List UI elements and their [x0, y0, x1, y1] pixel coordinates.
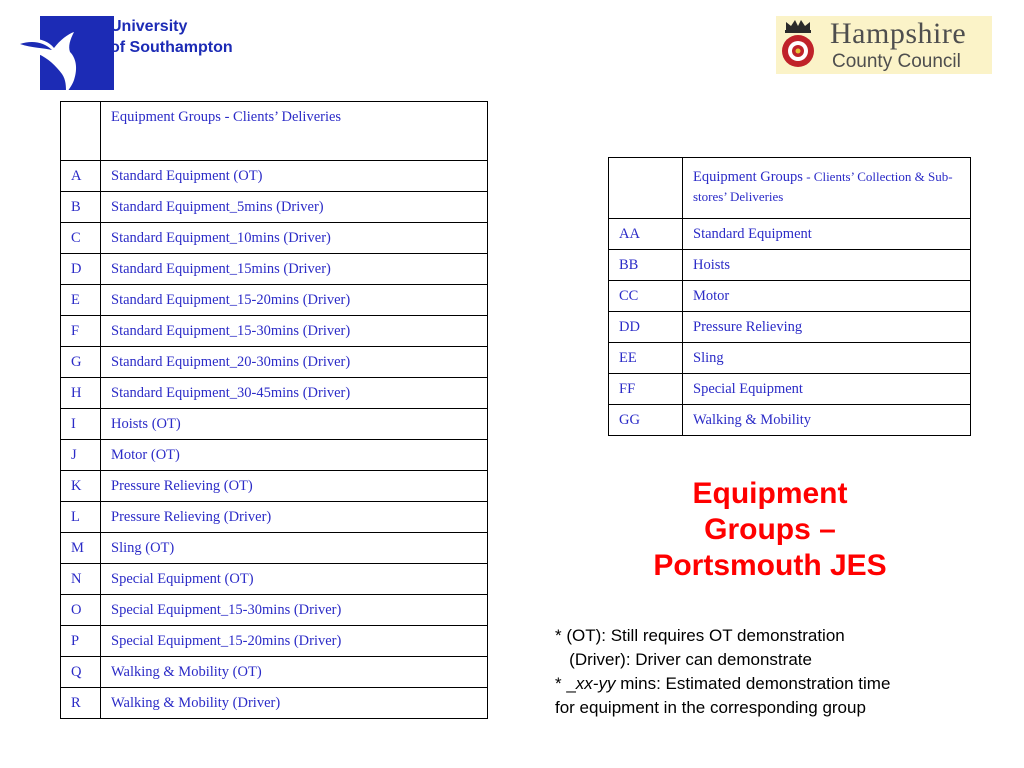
table-row — [61, 626, 488, 657]
table-header-main: Equipment Groups — [693, 169, 803, 185]
table-row — [61, 409, 488, 440]
group-code: D — [61, 254, 101, 285]
group-label: Standard Equipment_15-20mins (Driver) — [101, 285, 488, 316]
group-label: Motor (OT) — [101, 440, 488, 471]
table-row — [61, 254, 488, 285]
group-code: EE — [609, 343, 683, 374]
university-name-line1: University — [110, 18, 188, 35]
group-code: L — [61, 502, 101, 533]
group-label: Standard Equipment_10mins (Driver) — [101, 223, 488, 254]
council-name-line2: County Council — [832, 51, 961, 72]
table-row — [61, 688, 488, 719]
group-label: Walking & Mobility (Driver) — [101, 688, 488, 719]
group-label: Standard Equipment_15-30mins (Driver) — [101, 316, 488, 347]
group-label: Pressure Relieving — [683, 312, 971, 343]
table-header-row — [61, 102, 488, 161]
group-code: P — [61, 626, 101, 657]
group-label: Special Equipment — [683, 374, 971, 405]
table-row — [61, 502, 488, 533]
table-header-row — [609, 158, 971, 219]
university-logo — [16, 16, 266, 96]
group-code: B — [61, 192, 101, 223]
table-row — [609, 312, 971, 343]
group-code: C — [61, 223, 101, 254]
table-row — [609, 250, 971, 281]
table-row — [61, 378, 488, 409]
group-code: H — [61, 378, 101, 409]
table-row — [61, 347, 488, 378]
table-header-sub: - Clients’ Collection & Sub-stores’ Deliveries — [693, 169, 953, 204]
group-code: Q — [61, 657, 101, 688]
table-row — [61, 223, 488, 254]
page-title-line2: Groups – — [704, 513, 836, 546]
university-name — [110, 16, 233, 58]
group-label: Special Equipment (OT) — [101, 564, 488, 595]
group-label: Hoists (OT) — [101, 409, 488, 440]
table-row — [61, 285, 488, 316]
group-code: K — [61, 471, 101, 502]
group-label: Motor — [683, 281, 971, 312]
clients-deliveries-table — [60, 101, 488, 719]
group-label: Special Equipment_15-20mins (Driver) — [101, 626, 488, 657]
group-label: Sling — [683, 343, 971, 374]
page-title-line3: Portsmouth JES — [653, 549, 887, 582]
group-label: Special Equipment_15-30mins (Driver) — [101, 595, 488, 626]
footnotes — [555, 624, 985, 720]
table-row — [61, 440, 488, 471]
group-code: BB — [609, 250, 683, 281]
table-row — [609, 281, 971, 312]
group-code: GG — [609, 405, 683, 436]
table-row — [609, 374, 971, 405]
table-row — [61, 316, 488, 347]
group-label: Sling (OT) — [101, 533, 488, 564]
table-row — [609, 405, 971, 436]
group-label: Standard Equipment_20-30mins (Driver) — [101, 347, 488, 378]
group-code: M — [61, 533, 101, 564]
group-code: R — [61, 688, 101, 719]
footnote-time — [555, 672, 985, 696]
group-label: Standard Equipment_30-45mins (Driver) — [101, 378, 488, 409]
group-code: AA — [609, 219, 683, 250]
page-title-line1: Equipment — [692, 477, 848, 510]
table-header-cell — [683, 158, 971, 219]
group-label: Standard Equipment_5mins (Driver) — [101, 192, 488, 223]
group-label: Pressure Relieving (OT) — [101, 471, 488, 502]
footnote-group: for equipment in the corresponding group — [555, 698, 866, 717]
footnote-driver: (Driver): Driver can demonstrate — [555, 650, 812, 669]
table-row — [61, 657, 488, 688]
group-label: Walking & Mobility (OT) — [101, 657, 488, 688]
footnote-time-prefix: * _ — [555, 674, 576, 693]
table-header-code-cell — [61, 102, 101, 161]
table-row — [61, 533, 488, 564]
page-title — [600, 476, 940, 584]
table-row — [61, 161, 488, 192]
university-name-line2: of Southampton — [110, 39, 233, 56]
group-label: Standard Equipment (OT) — [101, 161, 488, 192]
group-code: N — [61, 564, 101, 595]
group-label: Pressure Relieving (Driver) — [101, 502, 488, 533]
table-header-code-cell — [609, 158, 683, 219]
footnote-time-suffix: mins: Estimated demonstration time — [615, 674, 891, 693]
dolphin-icon — [16, 20, 96, 100]
footnote-ot: * (OT): Still requires OT demonstration — [555, 626, 845, 645]
group-code: G — [61, 347, 101, 378]
table-row — [61, 192, 488, 223]
table-row — [609, 343, 971, 374]
group-code: J — [61, 440, 101, 471]
table-header-cell: Equipment Groups - Clients’ Deliveries — [101, 102, 488, 161]
council-name-line1: Hampshire — [830, 17, 967, 50]
table-row — [61, 564, 488, 595]
table-row — [609, 219, 971, 250]
group-label: Walking & Mobility — [683, 405, 971, 436]
group-label: Standard Equipment — [683, 219, 971, 250]
group-code: A — [61, 161, 101, 192]
group-code: DD — [609, 312, 683, 343]
crown-rose-crest-icon — [778, 18, 818, 72]
group-code: FF — [609, 374, 683, 405]
council-logo — [776, 16, 992, 74]
group-code: E — [61, 285, 101, 316]
table-row — [61, 471, 488, 502]
group-code: CC — [609, 281, 683, 312]
table-row — [61, 595, 488, 626]
footnote-time-italic: xx-yy — [575, 674, 616, 693]
group-code: F — [61, 316, 101, 347]
group-label: Standard Equipment_15mins (Driver) — [101, 254, 488, 285]
group-label: Hoists — [683, 250, 971, 281]
group-code: I — [61, 409, 101, 440]
group-code: O — [61, 595, 101, 626]
collection-substores-table — [608, 157, 971, 436]
